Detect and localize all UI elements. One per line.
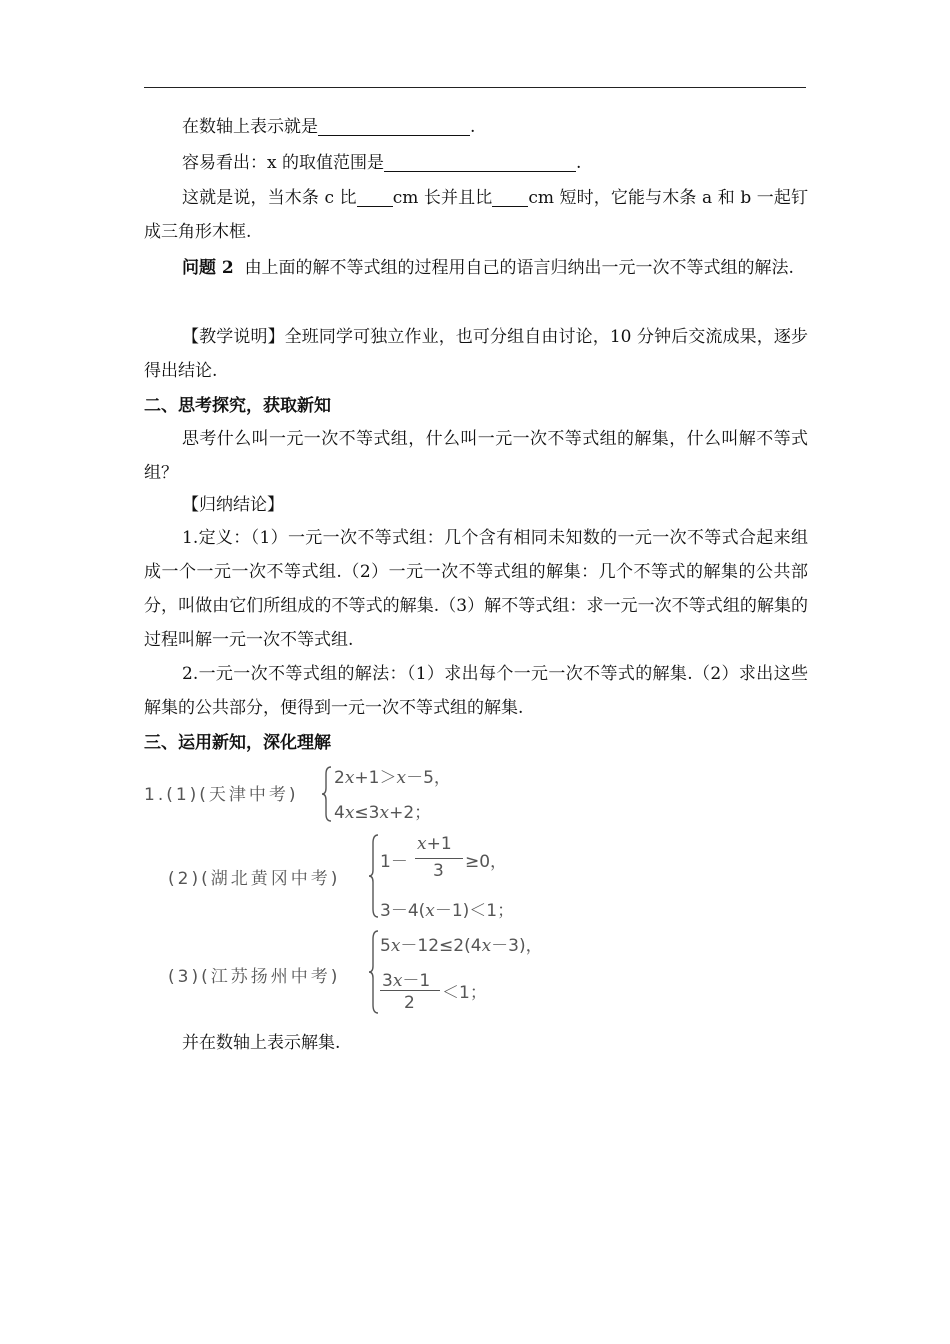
inequality-line: 3－4(x－1)＜1； <box>380 901 515 921</box>
exercise-label: 1.(1)(天津中考) <box>144 785 299 805</box>
left-brace-icon <box>321 766 333 822</box>
paragraph-number-line: 在数轴上表示就是 . <box>182 117 476 137</box>
inequality-suffix: ≥0， <box>465 852 508 872</box>
definition-paragraph: 1.定义：（1）一元一次不等式组：几个含有相同未知数的一元一次不等式合起来组成一个一元一次不等式组.（2）一元一次不等式组的解集：几个不等式的解集的公共部分，叫做由它们所组成的不等式的解集.（3）解不等式组：求一元一次不等式组的解集的过程叫解一元一次不等式组. <box>144 528 808 650</box>
inequality-line: 1－ <box>380 852 408 872</box>
inequality-line: 2x+1＞x－5， <box>334 768 451 788</box>
method-paragraph: 2.一元一次不等式组的解法：（1）求出每个一元一次不等式的解集.（2）求出这些解集的公共部分，便得到一元一次不等式组的解集. <box>144 664 808 718</box>
left-brace-icon <box>368 834 380 918</box>
teaching-note: 【教学说明】全班同学可独立作业，也可分组自由讨论，10 分钟后交流成果，逐步得出结论. <box>144 327 808 381</box>
fraction <box>380 966 440 1016</box>
left-brace-icon <box>368 930 380 1014</box>
fill-blank[interactable] <box>492 186 528 207</box>
denominator: 2 <box>404 993 415 1013</box>
fraction <box>415 834 463 884</box>
inequality-line: 4x≤3x+2； <box>334 803 432 823</box>
header-rule <box>144 87 806 88</box>
exercise-label: (2)(湖北黄冈中考) <box>168 869 341 889</box>
question-label: 问题 2 <box>182 258 234 278</box>
paragraph-range: 容易看出：x 的取值范围是 . <box>182 153 582 173</box>
fill-blank[interactable] <box>318 115 470 136</box>
numerator: x+1 <box>417 834 452 854</box>
exercise-1 <box>144 760 544 826</box>
section-2-heading: 二、思考探究，获取新知 <box>144 396 331 416</box>
section-3-heading: 三、运用新知，深化理解 <box>144 733 331 753</box>
question-2: 问题 2 由上面的解不等式组的过程用自己的语言归纳出一元一次不等式组的解法. <box>182 258 794 278</box>
paragraph-triangle: 这就是说，当木条 c 比 cm 长并且比 cm 短时，它能与木条 a 和 b 一起钉成三角形木框. <box>144 188 808 242</box>
exercise-label: (3)(江苏扬州中考) <box>168 967 341 987</box>
fill-blank[interactable] <box>357 186 393 207</box>
think-paragraph: 思考什么叫一元一次不等式组，什么叫一元一次不等式组的解集，什么叫解不等式组？ <box>144 429 808 483</box>
inequality-suffix: ＜1； <box>442 983 487 1003</box>
fraction-bar <box>380 990 440 991</box>
conclusion-label: 【归纳结论】 <box>182 495 284 515</box>
final-instruction: 并在数轴上表示解集. <box>182 1033 341 1053</box>
denominator: 3 <box>433 861 444 881</box>
numerator: 3x－1 <box>382 971 431 991</box>
fill-blank[interactable] <box>384 151 576 172</box>
fraction-bar <box>415 858 463 859</box>
exercise-2 <box>168 830 588 920</box>
exercise-3 <box>168 926 608 1018</box>
inequality-line: 5x－12≤2(4x－3)， <box>380 936 543 956</box>
